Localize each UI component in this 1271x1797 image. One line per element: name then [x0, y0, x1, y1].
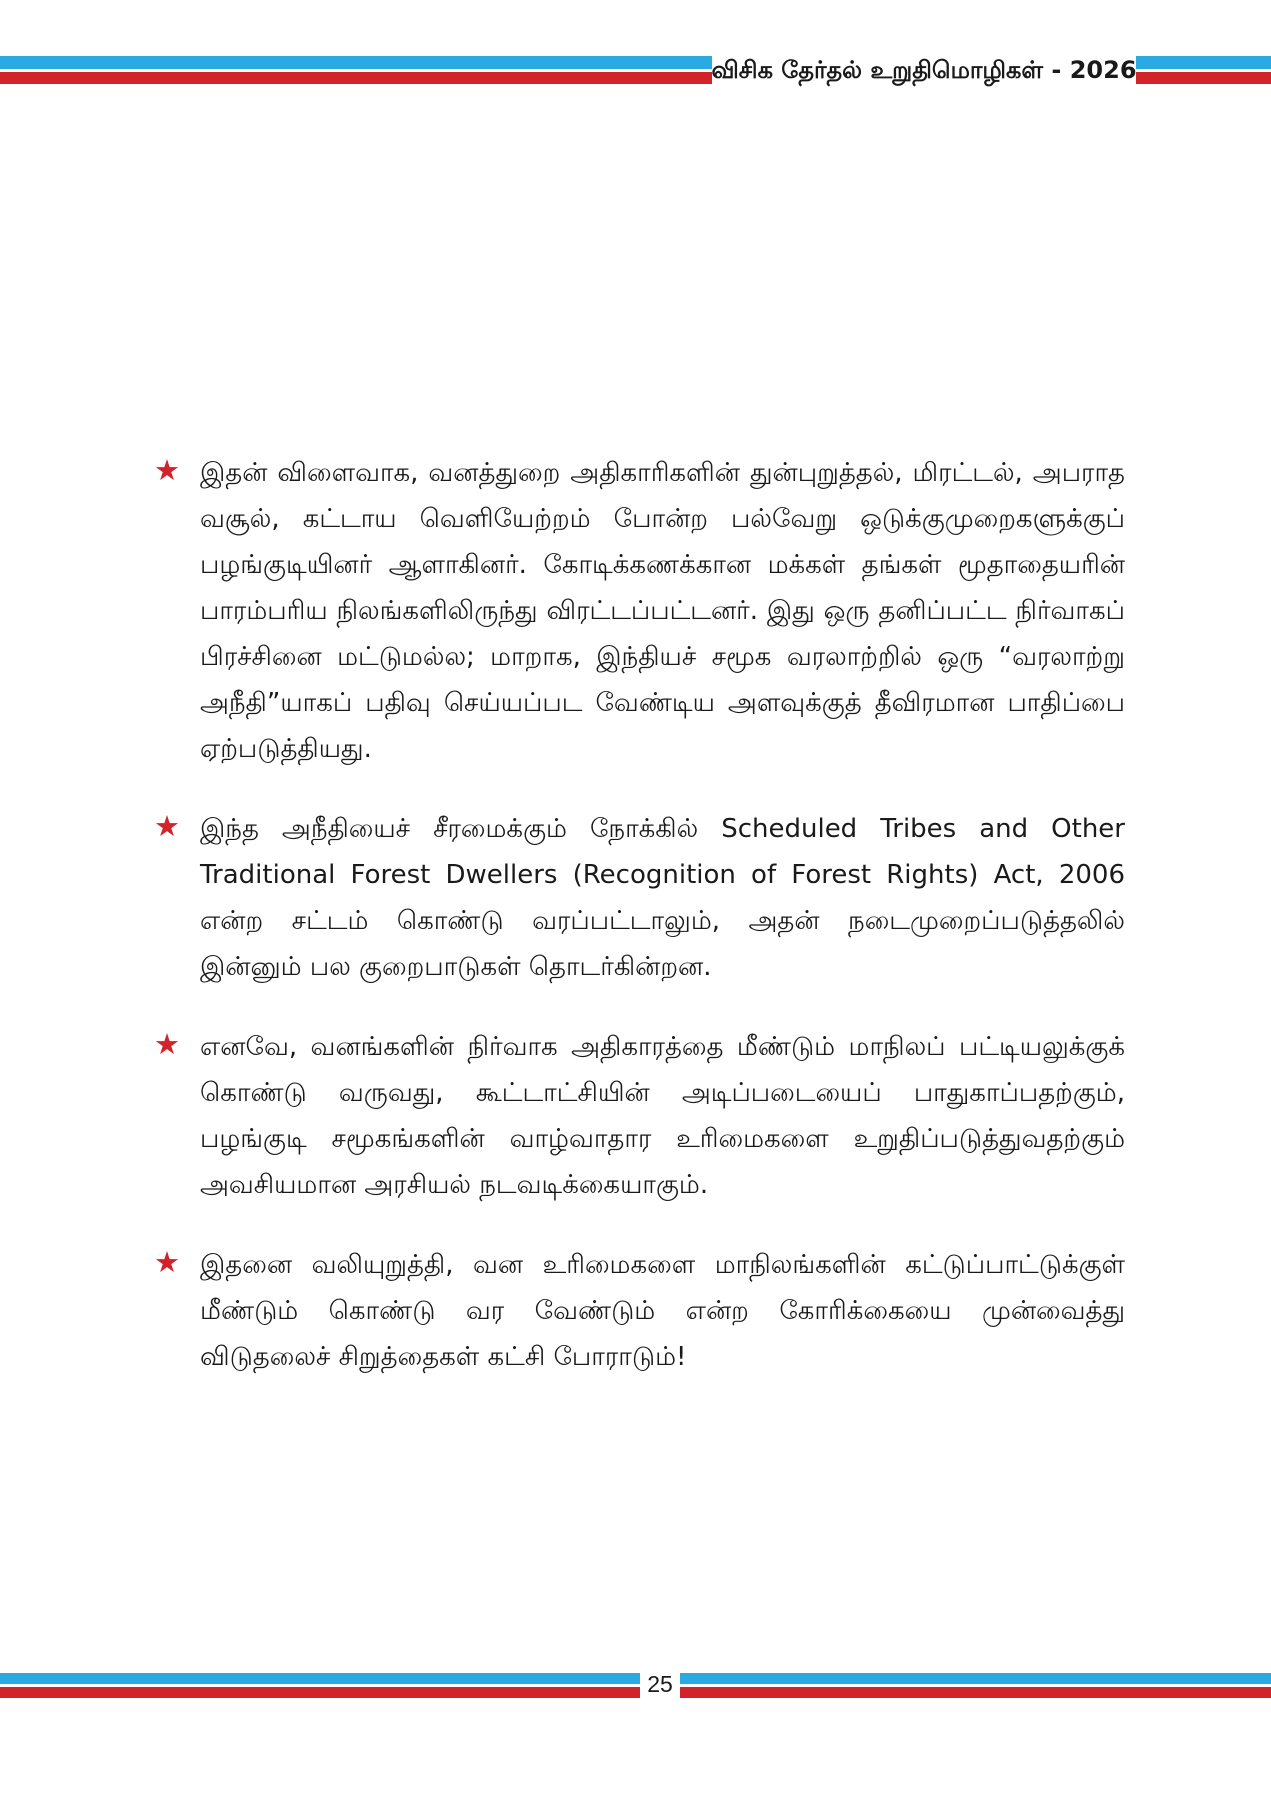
bullet-text-2: இந்த அநீதியைச் சீரமைக்கும் நோக்கில் Scheduled Tribes and Other Traditional Forest Dwellers (Recognition of Forest Rights) Act, 2006 என்ற சட்டம் கொண்டு வரப்பட்டாலும், அதன் நடைமுறைப்படுத்தலில் இன்னும் பல குறைபாடுகள் தொடர்கின்றன. — [200, 814, 1125, 982]
bullet-item-2 — [150, 806, 1125, 990]
star-bullet-icon: ★ — [154, 1245, 180, 1279]
bullet-item-1 — [150, 450, 1125, 772]
star-bullet-icon: ★ — [154, 809, 180, 843]
footer-stripe-blue-left — [0, 1673, 640, 1684]
star-bullet-icon: ★ — [154, 453, 180, 487]
header-title-box — [712, 52, 1136, 90]
star-bullet-icon: ★ — [154, 1027, 180, 1061]
footer-stripe-red-left — [0, 1687, 640, 1698]
footer-stripe-blue-right — [680, 1673, 1271, 1684]
bullet-item-4 — [150, 1242, 1125, 1380]
footer-stripe-red-right — [680, 1687, 1271, 1698]
bullet-text-1: இதன் விளைவாக, வனத்துறை அதிகாரிகளின் துன்புறுத்தல், மிரட்டல், அபராத வசூல், கட்டாய வெளியேற்றம் போன்ற பல்வேறு ஒடுக்குமுறைகளுக்குப் பழங்குடியினர் ஆளாகினர். கோடிக்கணக்கான மக்கள் தங்கள் மூதாதையரின் பாரம்பரிய நிலங்களிலிருந்து விரட்டப்பட்டனர். இது ஒரு தனிப்பட்ட நிர்வாகப் பிரச்சினை மட்டுமல்ல; மாறாக, இந்தியச் சமூக வரலாற்றில் ஒரு “வரலாற்று அநீதி”யாகப் பதிவு செய்யப்பட வேண்டிய அளவுக்குத் தீவிரமான பாதிப்பை ஏற்படுத்தியது. — [200, 458, 1125, 764]
bullet-item-3 — [150, 1024, 1125, 1208]
bullet-text-4: இதனை வலியுறுத்தி, வன உரிமைகளை மாநிலங்களின் கட்டுப்பாட்டுக்குள் மீண்டும் கொண்டு வர வேண்டும் என்ற கோரிக்கையை முன்வைத்து விடுதலைச் சிறுத்தைகள் கட்சி போராடும்! — [200, 1250, 1125, 1372]
main-content — [150, 450, 1125, 1414]
header-title: விசிக தேர்தல் உறுதிமொழிகள் - 2026 — [711, 55, 1137, 84]
page-number: 25 — [647, 1671, 673, 1697]
bullet-text-3: எனவே, வனங்களின் நிர்வாக அதிகாரத்தை மீண்டும் மாநிலப் பட்டியலுக்குக் கொண்டு வருவது, கூட்டாட்சியின் அடிப்படையைப் பாதுகாப்பதற்கும், பழங்குடி சமூகங்களின் வாழ்வாதார உரிமைகளை உறுதிப்படுத்துவதற்கும் அவசியமான அரசியல் நடவடிக்கையாகும். — [200, 1032, 1125, 1200]
